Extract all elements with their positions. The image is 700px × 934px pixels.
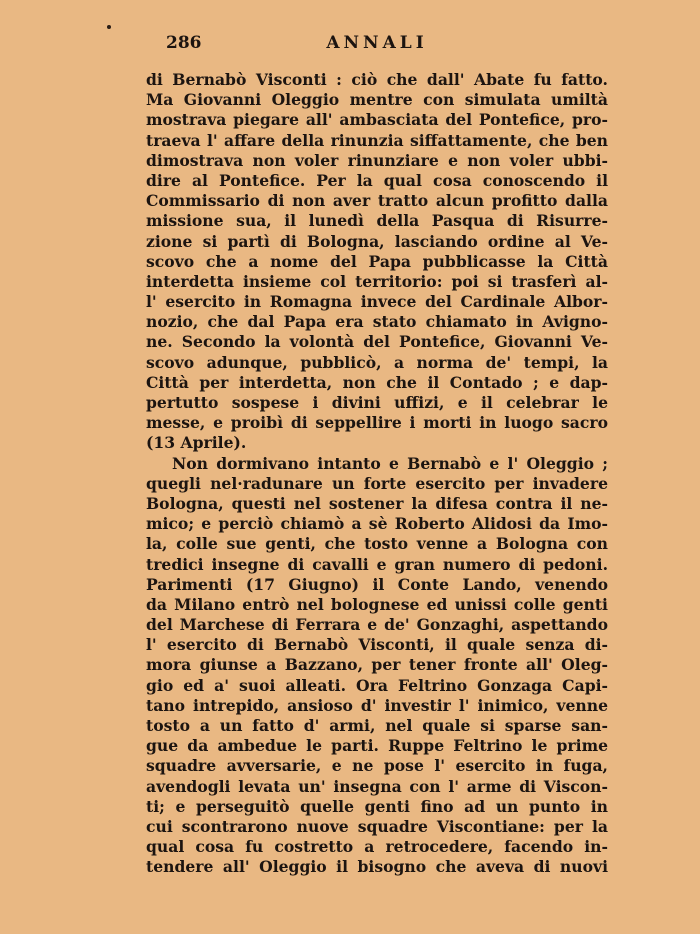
text-line: Commissario di non aver tratto alcun profitto dalla [146, 191, 608, 211]
text-line: mora giunse a Bazzano, per tener fronte all' Oleg- [146, 655, 608, 675]
text-line: mico; e perciò chiamò a sè Roberto Alidosi da Imo- [146, 514, 608, 534]
text-line: zione si partì di Bologna, lasciando ordine al Ve- [146, 231, 608, 251]
text-line: mostrava piegare all' ambasciata del Pontefice, pro- [146, 110, 608, 130]
text-line: ti; e perseguitò quelle genti fino ad un punto in [146, 796, 608, 816]
text-line: tano intrepido, ansioso d' investir l' inimico, venne [146, 695, 608, 715]
text-line: Città per interdetta, non che il Contado ; e dap- [146, 372, 608, 392]
text-line: di Bernabò Visconti : ciò che dall' Abate fu fatto. [146, 70, 608, 89]
text-line: squadre avversarie, e ne pose l' esercito in fuga, [146, 756, 608, 776]
text-line: dire al Pontefice. Per la qual cosa conoscendo il [146, 170, 608, 190]
text-line: Ma Giovanni Oleggio mentre con simulata umiltà [146, 90, 608, 110]
text-line: qual cosa fu costretto a retrocedere, facendo in- [146, 837, 608, 857]
text-line: avendogli levata un' insegna con l' arme di Viscon- [146, 776, 608, 796]
text-line: gio ed a' suoi alleati. Ora Feltrino Gonzaga Capi- [146, 675, 608, 695]
text-line: missione sua, il lunedì della Pasqua di Risurre- [146, 211, 608, 231]
text-line: Parimenti (17 Giugno) il Conte Lando, venendo [146, 574, 608, 594]
text-line: Non dormivano intanto e Bernabò e l' Oleggio ; [172, 453, 608, 473]
text-line: dimostrava non voler rinunziare e non voler ubbi- [146, 150, 608, 170]
text-line: interdetta insieme col territorio: poi si trasferì al- [146, 271, 608, 291]
text-line: la, colle sue genti, che tosto venne a Bologna con [146, 534, 608, 554]
body-text [146, 70, 608, 878]
running-title: ANNALI [326, 33, 428, 53]
text-line: gue da ambedue le parti. Ruppe Feltrino le prime [146, 736, 608, 756]
text-line: l' esercito in Romagna invece del Cardinale Albor- [146, 292, 608, 312]
page-number: 286 [166, 33, 202, 53]
text-line: tosto a un fatto d' armi, nel quale si sparse san- [146, 716, 608, 735]
text-line: l' esercito di Bernabò Visconti, il quale senza di- [146, 635, 608, 655]
page-header [146, 33, 608, 57]
text-line: tredici insegne di cavalli e gran numero di pedoni. [146, 554, 608, 574]
text-line: tendere all' Oleggio il bisogno che aveva di nuovi [146, 857, 608, 877]
text-line: quegli nel·radunare un forte esercito per invadere [146, 473, 608, 493]
text-line: pertutto sospese i divini uffizi, e il celebrar le [146, 393, 608, 412]
ink-speck [107, 25, 111, 29]
text-line: traeva l' affare della rinunzia siffattamente, che ben [146, 130, 608, 150]
text-line: scovo adunque, pubblicò, a norma de' tempi, la [146, 352, 608, 372]
text-line: Bologna, questi nel sostener la difesa contra il ne- [146, 493, 608, 513]
text-line: nozio, che dal Papa era stato chiamato in Avigno- [146, 312, 608, 332]
text-line: ne. Secondo la volontà del Pontefice, Giovanni Ve- [146, 332, 608, 352]
text-line: da Milano entrò nel bolognese ed unissi colle genti [146, 594, 608, 614]
text-line: cui scontrarono nuove squadre Viscontiane: per la [146, 816, 608, 836]
text-line: (13 Aprile). [146, 433, 247, 453]
text-line: scovo che a nome del Papa pubblicasse la Città [146, 251, 608, 271]
text-line: messe, e proibì di seppellire i morti in luogo sacro [146, 413, 608, 433]
text-line: del Marchese di Ferrara e de' Gonzaghi, aspettando [146, 615, 608, 635]
